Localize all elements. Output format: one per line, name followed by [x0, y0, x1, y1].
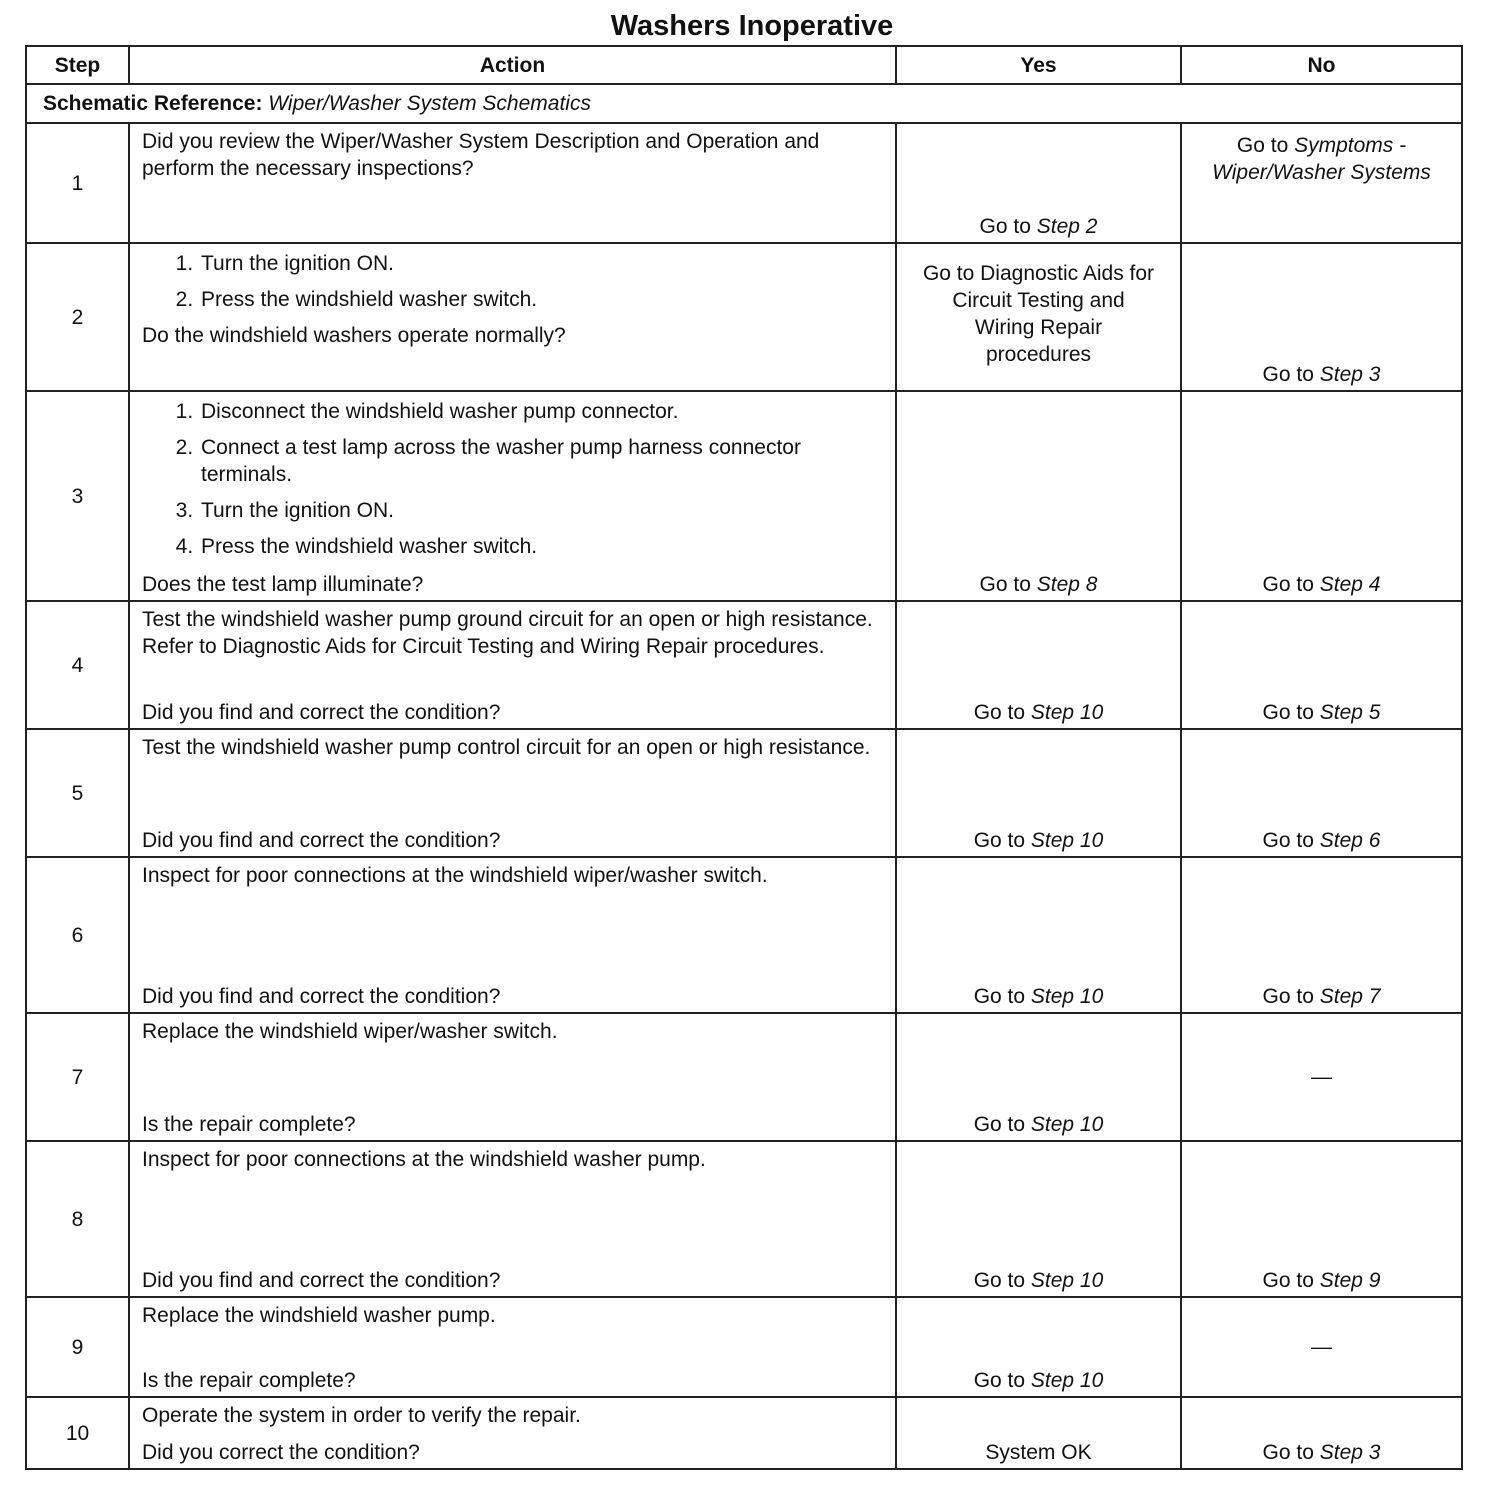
- table-row: [26, 1297, 1462, 1397]
- table-row: [26, 1013, 1462, 1141]
- table-row: [26, 1141, 1462, 1297]
- substep: 2. Connect a test lamp across the washer pump harness connector terminals.: [199, 434, 885, 488]
- header-no: No: [1181, 46, 1462, 84]
- diagnostic-table: [25, 45, 1463, 1470]
- yes-cell: [896, 857, 1181, 1013]
- no-result: Go to Step 7: [1262, 985, 1381, 1008]
- no-cell: [1181, 729, 1462, 857]
- action-text: Did you review the Wiper/Washer System Description and Operation and perform the necessary inspections?: [142, 130, 820, 180]
- action-cell: [129, 1013, 896, 1141]
- table-row: [26, 243, 1462, 391]
- no-result: Go to Step 6: [1262, 829, 1381, 852]
- action-question: Did you find and correct the condition?: [142, 829, 501, 852]
- schematic-label: Schematic Reference:: [43, 92, 263, 115]
- schematic-reference: [26, 84, 1462, 123]
- action-question: Did you find and correct the condition?: [142, 985, 501, 1008]
- action-question: Is the repair complete?: [142, 1369, 356, 1392]
- yes-result: Go to Step 10: [973, 1113, 1104, 1136]
- no-cell: [1181, 601, 1462, 729]
- action-text: Replace the windshield washer pump.: [142, 1304, 496, 1327]
- no-result: Go to Step 3: [1262, 363, 1381, 386]
- step-number: 1: [26, 123, 129, 243]
- step-number: 9: [26, 1297, 129, 1397]
- step-number: 7: [26, 1013, 129, 1141]
- action-question: Did you find and correct the condition?: [142, 701, 501, 724]
- action-text: Test the windshield washer pump ground circuit for an open or high resistance. Refer to Diagnostic Aids for Circuit Testing and Wiring Repair procedures.: [142, 608, 873, 658]
- yes-cell: [896, 391, 1181, 601]
- substep: 3. Turn the ignition ON.: [199, 497, 885, 524]
- substep: 1. Turn the ignition ON.: [199, 250, 885, 277]
- yes-result: Go to Step 10: [973, 1369, 1104, 1392]
- action-question: Does the test lamp illuminate?: [142, 573, 424, 596]
- no-result: Go to Step 3: [1262, 1441, 1381, 1464]
- header-yes: Yes: [896, 46, 1181, 84]
- no-result: Go to Step 4: [1262, 573, 1381, 596]
- step-number: 4: [26, 601, 129, 729]
- action-question: Do the windshield washers operate normally?: [142, 324, 566, 347]
- action-cell: [129, 857, 896, 1013]
- action-text: Replace the windshield wiper/washer switch.: [142, 1020, 558, 1043]
- table-row: [26, 729, 1462, 857]
- schematic-ref: Wiper/Washer System Schematics: [268, 92, 591, 115]
- action-cell: [129, 1297, 896, 1397]
- yes-result: Go to Step 10: [973, 829, 1104, 852]
- substep-list: [142, 398, 885, 560]
- step-number: 6: [26, 857, 129, 1013]
- action-text: Inspect for poor connections at the windshield wiper/washer switch.: [142, 864, 768, 887]
- header-step: Step: [26, 46, 129, 84]
- action-question: Is the repair complete?: [142, 1113, 356, 1136]
- action-question: Did you find and correct the condition?: [142, 1269, 501, 1292]
- action-cell: [129, 243, 896, 391]
- step-number: 8: [26, 1141, 129, 1297]
- substep: 1. Disconnect the windshield washer pump connector.: [199, 398, 885, 425]
- step-number: 3: [26, 391, 129, 601]
- substep: 2. Press the windshield washer switch.: [199, 286, 885, 313]
- yes-cell: [896, 1297, 1181, 1397]
- no-result: Go to Step 9: [1262, 1269, 1381, 1292]
- substep: 4. Press the windshield washer switch.: [199, 533, 885, 560]
- substep-list: [142, 250, 885, 313]
- page-title: Washers Inoperative: [610, 10, 894, 42]
- step-number: 5: [26, 729, 129, 857]
- table-row: [26, 391, 1462, 601]
- yes-cell: [896, 1141, 1181, 1297]
- yes-cell: [896, 243, 1181, 391]
- table-row: [26, 1397, 1462, 1469]
- header-action: Action: [129, 46, 896, 84]
- no-cell: [1181, 243, 1462, 391]
- yes-cell: [896, 729, 1181, 857]
- no-cell: [1181, 123, 1462, 243]
- action-text: Operate the system in order to verify the repair.: [142, 1404, 581, 1427]
- table-row: [26, 123, 1462, 243]
- yes-result: Go to Step 8: [979, 573, 1098, 596]
- action-cell: [129, 123, 896, 243]
- yes-result: System OK: [985, 1441, 1092, 1464]
- yes-cell: [896, 123, 1181, 243]
- action-text: Inspect for poor connections at the windshield washer pump.: [142, 1148, 706, 1171]
- no-result-dash: —: [1311, 1065, 1332, 1089]
- yes-cell: [896, 1013, 1181, 1141]
- action-cell: [129, 601, 896, 729]
- action-cell: [129, 1141, 896, 1297]
- action-question: Did you correct the condition?: [142, 1441, 420, 1464]
- table-row: [26, 857, 1462, 1013]
- action-cell: [129, 729, 896, 857]
- header-row: [26, 46, 1462, 84]
- yes-result: Go to Diagnostic Aids for Circuit Testing and Wiring Repair procedures: [922, 262, 1155, 366]
- no-cell: [1181, 1397, 1462, 1469]
- no-result: Go to Step 5: [1262, 701, 1381, 724]
- no-cell: [1181, 857, 1462, 1013]
- yes-cell: [896, 601, 1181, 729]
- no-result: Go to Symptoms - Wiper/Washer Systems: [1212, 134, 1431, 184]
- table-row: [26, 601, 1462, 729]
- action-cell: [129, 1397, 896, 1469]
- action-text: Test the windshield washer pump control circuit for an open or high resistance.: [142, 736, 871, 759]
- schematic-row: [26, 84, 1462, 123]
- step-number: 2: [26, 243, 129, 391]
- yes-result: Go to Step 10: [973, 1269, 1104, 1292]
- step-number: 10: [26, 1397, 129, 1469]
- yes-result: Go to Step 10: [973, 985, 1104, 1008]
- no-cell: [1181, 1141, 1462, 1297]
- yes-result: Go to Step 2: [979, 215, 1098, 238]
- yes-result: Go to Step 10: [973, 701, 1104, 724]
- action-cell: [129, 391, 896, 601]
- yes-cell: [896, 1397, 1181, 1469]
- no-result-dash: —: [1311, 1335, 1332, 1359]
- no-cell: [1181, 391, 1462, 601]
- no-cell: [1181, 1013, 1462, 1141]
- no-cell: [1181, 1297, 1462, 1397]
